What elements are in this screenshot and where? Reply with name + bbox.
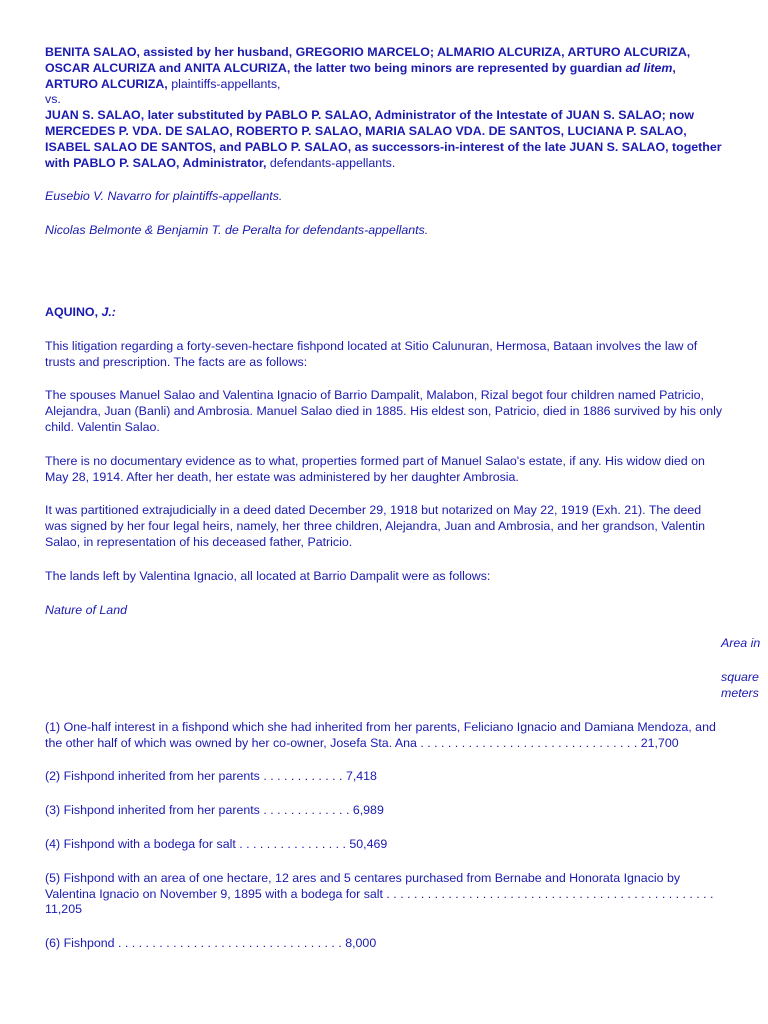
land-item: (1) One-half interest in a fishpond which she had inherited from her parents, Feliciano Ignacio and Damiana Mendoza, and the other half of which was owned by her co-owner, Josefa Sta. Ana . . . . . . . . . . . . . . . . . . . . . . . . . . . . . . . . 21,700: [45, 719, 716, 750]
defendants-role: defendants-appellants.: [266, 155, 396, 170]
paragraph: The lands left by Valentina Ignacio, all located at Barrio Dampalit were as follows:: [45, 568, 491, 583]
land-item: (5) Fishpond with an area of one hectare, 12 ares and 5 centares purchased from Bernabe and Honorata Ignacio by Valentina Ignacio on November 9, 1895 with a bodega for salt . . . . . . . . . . . . . . . . . . . . . . . . . . . . . . . . . . . . . . . . . . . . . . . . 11,205: [45, 870, 714, 917]
plaintiffs-role: plaintiffs-appellants,: [167, 76, 281, 91]
document-body: [45, 45, 761, 952]
table-heading-area-1: Area in: [721, 636, 761, 651]
counsel-plaintiffs: Eusebio V. Navarro for plaintiffs-appellants.: [45, 189, 283, 204]
plaintiffs-names: BENITA SALAO, assisted by her husband, GREGORIO MARCELO; ALMARIO ALCURIZA, ARTURO ALCURIZA, OSCAR ALCURIZA and ANITA ALCURIZA, the latter two being minors are represented by guardian: [45, 45, 691, 75]
defendants-names: JUAN S. SALAO, later substituted by PABLO P. SALAO, Administrator of the Intestate of JUAN S. SALAO; now MERCEDES P. VDA. DE SALAO, ROBERTO P. SALAO, MARIA SALAO VDA. DE SANTOS, LUCIANA P. SALAO, ISABEL SALAO DE SANTOS, and PABLO P. SALAO, as successors-in-interest of the late JUAN S. SALAO, together with PABLO P. SALAO, Administrator,: [45, 108, 722, 170]
land-item: (3) Fishpond inherited from her parents . . . . . . . . . . . . . 6,989: [45, 803, 384, 818]
ponente: [45, 305, 725, 321]
land-item: (2) Fishpond inherited from her parents . . . . . . . . . . . . 7,418: [45, 769, 377, 784]
paragraph: The spouses Manuel Salao and Valentina Ignacio of Barrio Dampalit, Malabon, Rizal begot four children named Patricio, Alejandra, Juan (Banli) and Ambrosia. Manuel Salao died in 1885. His eldest son, Patricio, died in 1886 survived by his only child. Valentin Salao.: [45, 388, 723, 434]
paragraph: There is no documentary evidence as to what, properties formed part of Manuel Salao's estate, if any. His widow died on May 28, 1914. After her death, her estate was administered by her daughter Ambrosia.: [45, 453, 705, 484]
paragraph: This litigation regarding a forty-seven-hectare fishpond located at Sitio Calunuran, Hermosa, Bataan involves the law of trusts and prescription. The facts are as follows:: [45, 338, 698, 369]
versus: vs.: [45, 92, 61, 107]
ad-litem: ad litem: [625, 60, 673, 75]
ponente-name: AQUINO,: [45, 304, 102, 319]
counsel-defendants: Nicolas Belmonte & Benjamin T. de Peralta for defendants-appellants.: [45, 223, 429, 238]
table-heading-area-2: square: [721, 670, 759, 685]
table-heading-area-3: meters: [721, 685, 759, 700]
case-parties: [45, 45, 725, 171]
table-heading-nature: Nature of Land: [45, 602, 127, 617]
land-item: (6) Fishpond . . . . . . . . . . . . . . . . . . . . . . . . . . . . . . . . . 8,000: [45, 936, 377, 951]
ponente-suffix: J.:: [101, 304, 116, 319]
land-item: (4) Fishpond with a bodega for salt . . . . . . . . . . . . . . . . 50,469: [45, 836, 388, 851]
plaintiffs-guardian: , ARTURO ALCURIZA,: [45, 60, 676, 91]
paragraph: It was partitioned extrajudicially in a deed dated December 29, 1918 but notarized on May 22, 1919 (Exh. 21). The deed was signed by her four legal heirs, namely, her three children, Alejandra, Juan and Ambrosia, and her grandson, Valentin Salao, in representation of his deceased father, Patricio.: [45, 503, 706, 549]
